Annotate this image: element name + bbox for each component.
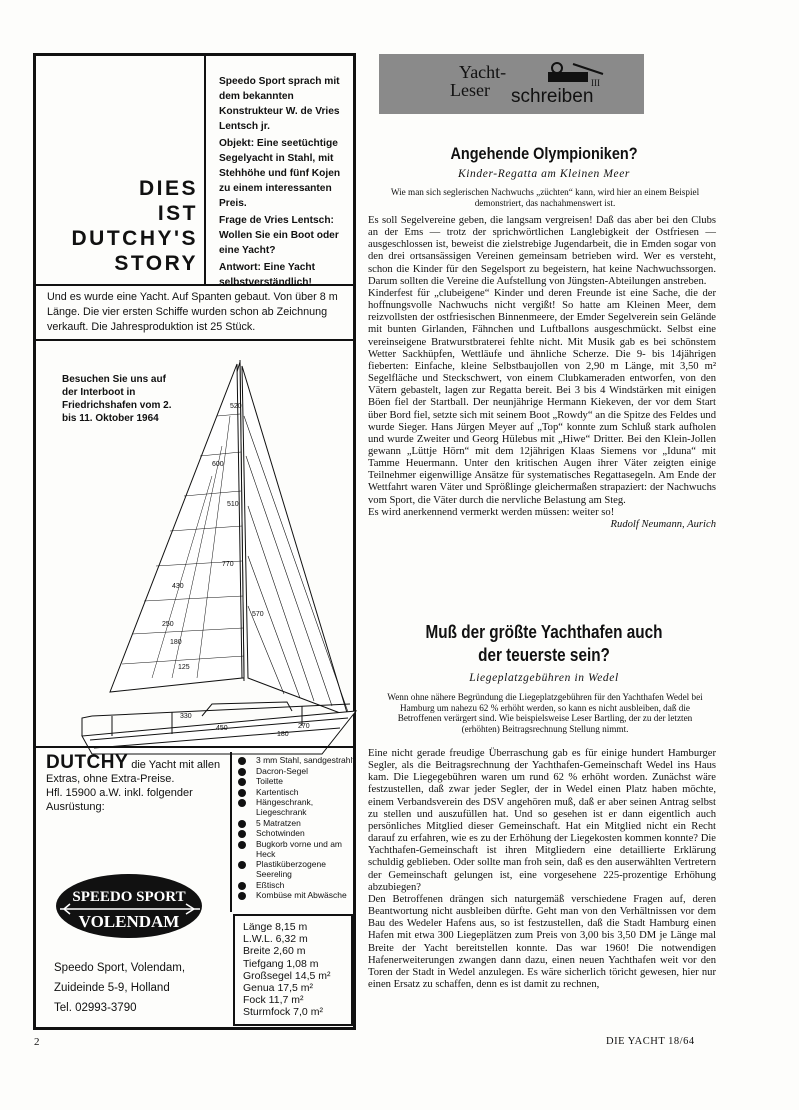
paragraph: Es wird anerkennend vermerkt werden müssen: weiter so! (368, 506, 615, 518)
list-item: Eßtisch (236, 880, 361, 890)
dimension-label: 180 (277, 731, 289, 738)
intro-paragraph: Frage de Vries Lentsch: Wollen Sie ein Boot oder eine Yacht? (219, 215, 339, 256)
spec-row: Tiefgang 1,08 m (243, 957, 319, 970)
phone-number: Tel. 02993-3790 (54, 1002, 137, 1014)
article-title: Angehende Olympioniken? (450, 144, 638, 163)
list-item: 5 Matratzen (236, 818, 361, 828)
brand-name: DUTCHY (46, 752, 129, 773)
spec-row: Genua 17,5 m² (243, 982, 314, 995)
magazine-issue: DIE YACHT 18/64 (606, 1036, 695, 1047)
speedo-sport-logo (54, 871, 204, 941)
list-item: Kartentisch (236, 787, 361, 797)
address-line: Zuideinde 5-9, Holland (54, 982, 170, 994)
dutchy-offer (46, 752, 246, 814)
paragraph: Es soll Segelvereine geben, die langsam vergreisen! Daß das aber bei den Clubs an der Ems — trotz der sprichwörtlichen Langlebigkeit der Ostfriesen — ausgeschlossen ist, beweist die zielstrebige Jugendarbeit, die in Emden sogar von den drei ortsansässigen Vereinen gemeinsam betrieben wird. Wer es versteht, schon die Kinder für den Segelsport zu begeistern, hat keine Nachwuchssorgen. Darum sollten die Vereine die Aufstellung von Jüngsten-Abteilungen anstreben. (368, 215, 716, 287)
list-item: Schotwinden (236, 828, 361, 838)
article-subtitle: Liegeplatzgebühren in Wedel (469, 672, 619, 684)
article-title: der teuerste sein? (478, 645, 610, 665)
list-item: Kombüse mit Abwäsche (236, 890, 361, 900)
spec-row: Länge 8,15 m (243, 921, 308, 933)
dimension-label: 520 (230, 403, 242, 410)
address-line: Speedo Sport, Volendam, (54, 962, 186, 974)
paragraph: Den Betroffenen drängen sich naturgemäß verschiedene Fragen auf, deren Beantwortung nicht ausbleiben dürfte. Geht man von den Verhältnissen vor dem Bau des Wedeler Hafens aus, so ist festzustellen, daß die Stadt Hamburg einen Hafen mit etwa 300 Liegeplätzen zum Preis von 3,00 bis 3,50 DM je Länge mal Breite der Yacht bereitstellen konnte. Das war 1960! Die notwendigen Hafenerweiterungen zwangen dann dazu, einen neuen Yachthafen weit vor den Toren der Stadt in Wedel anzulegen. Es wäre sicherlich töricht gewesen, hier nur einen Ersatz zu schaffen, denn es ist damit zu rechnen, (368, 893, 716, 990)
list-item: Plastiküberzogene Seereling (236, 859, 361, 879)
svg-text:III: III (591, 78, 600, 88)
interboot-notice: Besuchen Sie uns auf der Interboot in Friedrichshafen vom 2. bis 11. Oktober 1964 (62, 374, 172, 424)
list-item: 3 mm Stahl, sandgestrahlt (236, 755, 361, 765)
yacht-description: Und es wurde eine Yacht. Auf Spanten gebaut. Von über 8 m Länge. Die vier ersten Schiffe wurden schon ab Zeichnung verkauft. Die Jahresproduktion ist 25 Stück. (47, 291, 338, 333)
dimension-label: 430 (172, 583, 184, 590)
article-body (368, 748, 716, 1030)
story-line: STORY (114, 252, 198, 275)
dutchy-advertisement (33, 53, 356, 1030)
story-line: DUTCHY'S (71, 227, 198, 250)
dealer-address (54, 958, 234, 1018)
spec-row: Fock 11,7 m² (243, 994, 304, 1007)
dimension-label: 125 (178, 664, 190, 671)
divider (36, 746, 353, 748)
article-title: Muß der größte Yachthafen auch (425, 622, 663, 642)
dimension-label: 180 (170, 639, 182, 646)
dimension-label: 450 (216, 725, 228, 732)
banner-word: Yacht- (459, 62, 507, 82)
paragraph: Kinderfest für „clubeigene“ Kinder und deren Freunde ist eine Sache, die der hoffnungsvolle Nachwuchs nicht vergißt! So hatte am Kleinen Meer, dem reizvollsten der ostfriesischen Binnenmeere, der Emder Segelverein sein Gelände mit bunten Girlanden, Fähnchen und Luftballons ausgeschmückt. Selbst eine vereinseigene Bratwurstbraterei fehlte nicht. Mit Musik gab es bei schönstem Wetter Sackhüpfen, Wettläufe und ähnliche Scherze. Die 9- bis 14jährigen fieberten: Einfache, kleine Selbstbaujollen von 2,90 m Länge, mit 3,50 m² Segelfläche und Steckschwert, von einem Clubkameraden entworfen, von den Vätern gebastelt, lagen zur Regatta bereit. Bei 3 bis 4 Windstärken mit einigen Böen fiel der Startball. Der neunjährige Hermann Kiekeven, der vor dem Start über Bord fiel, setzte sich mit seinem Boot „Rowdy“ an die Spitze des Feldes und wurde Sieger. Hans Jürgen Meyer auf „Top“ konnte zum Schluß stark aufholen und wurde Zweiter und Georg Hülebus mit „Hiwe“ Dritter. Bei den Klein-Jollen gewann „Lüttje Hörn“ mit dem 12jährigen Klaas Siemens vor „Iduna“ mit Tamme Heuermann. Unter den kritischen Augen ihrer Väter zeigten einige Teilnehmer eigenwillige Ansätze für systematisches Regattasegeln. Am Ende der Wettfahrt waren Väter und Sprößlinge gleichermaßen strapaziert: der Nachwuchs vom Sport, die Väter durch die nervliche Belastung am Steg. (368, 287, 716, 506)
logo-text: SPEEDO SPORT (72, 889, 186, 905)
intro-paragraph: Speedo Sport sprach mit dem bekannten Konstrukteur W. de Vries Lentsch jr. (219, 76, 340, 132)
intro-paragraph: Objekt: Eine seetüchtige Segelyacht in Stahl, mit Stehhöhe und fünf Kojen zu einem interessanten Preis. (219, 138, 341, 209)
spec-row: Großsegel 14,5 m² (243, 969, 331, 982)
dimension-label: 330 (180, 713, 192, 720)
article-subtitle: Kinder-Regatta am Kleinen Meer (457, 168, 631, 180)
dimension-label: 570 (252, 611, 264, 618)
author-signature: Rudolf Neumann, Aurich (610, 518, 716, 530)
spec-row: Breite 2,60 m (243, 945, 306, 958)
article-lead: Wenn ohne nähere Begründung die Liegeplatzgebühren für den Yachthafen Wedel bei Hamburg um nahezu 62 % erhöht werden, so kann es nicht ausbleiben, daß die Betroffenen verärgert sind. Wie beispielsweise Leser Bartling, der zu der letzten (erhöhten) Beitragsrechnung Stellung nimmt. (387, 692, 703, 734)
offer-text: die Yacht mit allen Extras, ohne Extra-Preise. (46, 759, 221, 785)
banner-word: schreiben (511, 86, 594, 107)
specifications-box (233, 914, 353, 1026)
list-item: Dacron-Segel (236, 766, 361, 776)
divider (36, 284, 353, 286)
divider (230, 752, 232, 912)
dimension-label: 600 (212, 461, 224, 468)
article-lead: Wie man sich seglerischen Nachwuchs „züchten“ kann, wird hier an einem Beispiel demonstriert, das nachahmenswert ist. (390, 187, 700, 208)
story-line: IST (157, 202, 198, 225)
list-item: Bugkorb vorne und am Heck (236, 839, 361, 859)
price-text: Hfl. 15900 a.W. inkl. folgender Ausrüstung: (46, 787, 193, 813)
divider (204, 56, 206, 284)
equipment-list (236, 755, 361, 901)
intro-text (219, 74, 353, 288)
dimension-label: 510 (227, 501, 239, 508)
story-line: DIES (138, 177, 198, 200)
spec-row: L.W.L. 6,32 m (243, 933, 308, 946)
dimension-label: 250 (162, 621, 174, 628)
list-item: Hängeschrank, Liegeschrank (236, 797, 361, 817)
divider (36, 339, 353, 341)
dimension-label: 270 (298, 723, 310, 730)
story-headline (48, 176, 198, 276)
intro-paragraph: Antwort: Eine Yacht selbstverständlich! (219, 262, 316, 288)
banner-word: Leser (450, 80, 490, 100)
article-body (368, 215, 716, 605)
section-banner (379, 54, 644, 114)
list-item: Toilette (236, 776, 361, 786)
paragraph: Eine nicht gerade freudige Überraschung gab es für einige hundert Hamburger Segler, als die Beitragsrechnung der Yachthafen-Gemeinschaft Wedel ins Haus kam. Die Liegegebühren waren um rund 62 % erhöht worden. Zunächst wäre festzustellen, daß zwar jeder Segler, der in Wedel einen Platz haben möchte, einem Verbandsverein des DSV angehören muß, daß er aber seinen Antrag selbst zu stellen und auszufüllen hat. Und so gesehen ist er dann eigentlich auch persönliches Mitglied dieser Gemeinschaft. Hat ein Mitglied nicht ein Recht darauf zu erfahren, wie es zu der Erhöhung der Liegekosten kommen konnte? Die Yachthafen-Gemeinschaft ist ihren Mitgliedern eine detaillierte Erklärung schuldig geblieben. Oder sollte man froh sein, daß es den auserwählten Vertretern der Gemeinschaft gelungen ist, eine vorgesehene 225-prozentige Erhöhung abzubiegen? (368, 748, 716, 893)
page-number: 2 (34, 1036, 40, 1048)
dimension-label: 770 (222, 561, 234, 568)
logo-text: VOLENDAM (78, 912, 180, 931)
spec-row: Sturmfock 7,0 m² (243, 1006, 323, 1019)
